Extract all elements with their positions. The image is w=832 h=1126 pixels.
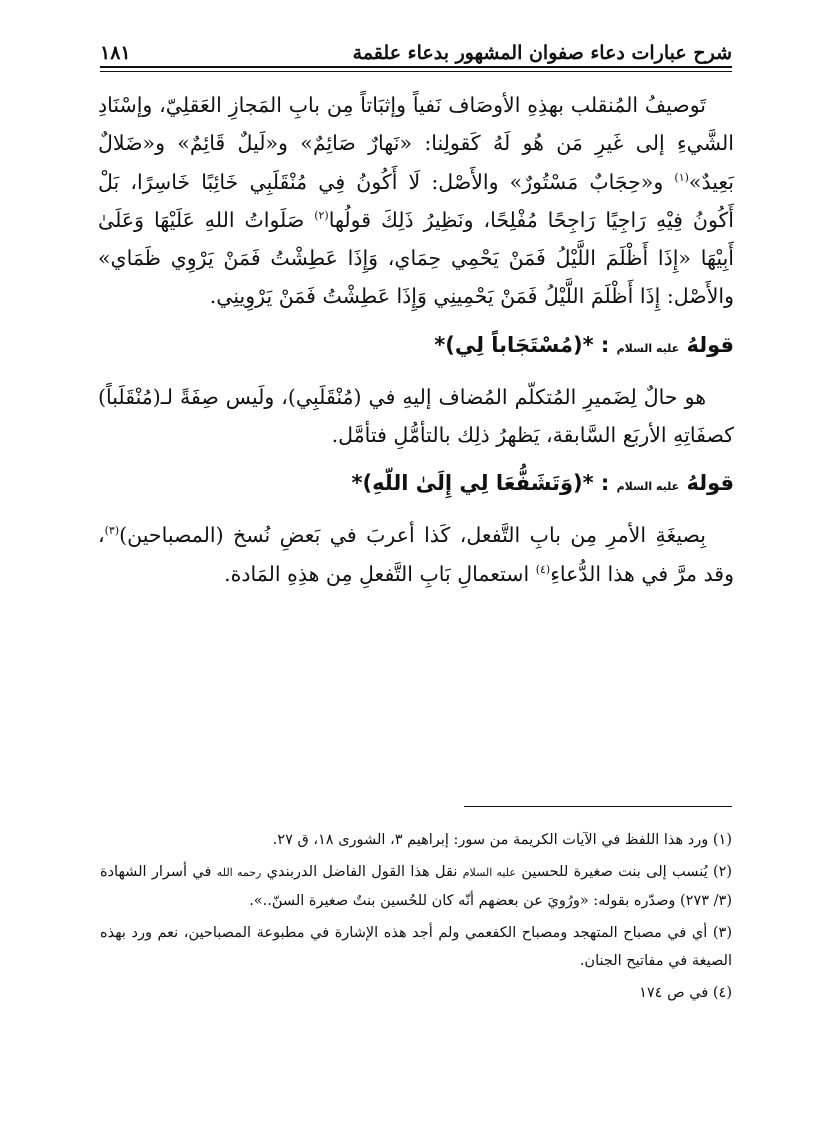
footnote-ref-3[interactable]: (٣) (104, 524, 120, 538)
honorific-icon: عليه السلام (616, 480, 680, 494)
footnote-2: (٢) يُنسب إلى بنت صغيرة للحسين عليه السلام نقل هذا القول الفاضل الدربندي رحمه الله في أسرار الشهادة (٣/ ٢٧٣) وصدّره بقوله: «ورُويَ عن بعضهم أنّه كان للحُسين بنتٌ صغيرة السنّ..». (100, 864, 733, 909)
header-rule-thick (100, 66, 732, 68)
paragraph-3: بِصيغَةِ الأمرِ مِن بابِ التَّفعل، كَذا أعربَ في بَعضِ نُسخ (المصباحين)$^{(٣)}$، وقد مرَّ في هذا الدُّعاءِ$^{(٤)}$ استعمالِ بَابِ التَّفعلِ مِن هذِهِ المَادة. (98, 523, 734, 586)
section-heading-1: قولهُ عليه السلام : *(مُسْتَجَاباً لِي)* (434, 332, 734, 357)
honorific-icon: عليه السلام (462, 866, 516, 879)
main-text (98, 86, 734, 593)
paragraph-1: تَوصيفُ المُنقلب بهذِهِ الأوصَاف نَفياً وإثبَاتاً مِن بابِ المَجازِ العَقلِيّ، وإسْنَادِ الشَّيءِ إلى غَيرِ مَن هُو لَهُ كَقولِنا: «نَهارٌ صَائِمٌ» و«لَيلٌ قَائِمٌ» و«ضَلالٌ بَعِيدٌ»$^{(١)}$ و«حِجَابٌ مَسْتُورٌ» والأَصْل: لَا أَكُونُ فِي مُنْقَلَبِي خَائِبًا خَاسِرًا، بَلْ أَكُونُ فِيْهِ رَاجِيًا رَاجِحًا مُفْلِحًا، ونَظِيرُ ذَلِكَ قولُها$^{(٢)}$ صَلَواتُ اللهِ عَلَيْهَا وَعَلَىٰ أَبِيْهَا «إِذَا أَظْلَمَ اللَّيْلُ فَمَنْ يَحْمِي حِمَاي، وَإِذَا عَطِشْتُ فَمَنْ يَرْوِي ظَمَاي» والأَصْل: إِذَا أَظْلَمَ اللَّيْلُ فَمَنْ يَحْمِينِي وَإِذَا عَطِشْتُ فَمَنْ يَرْوِينِي. (98, 93, 735, 309)
footnote-4: (٤) في ص ١٧٤ (639, 985, 732, 1001)
footnote-ref-2[interactable]: (٢) (314, 209, 329, 223)
page-number: ١٨١ (100, 42, 131, 64)
footnote-separator (464, 806, 732, 807)
header-rule-thin (100, 71, 732, 72)
honorific-icon: رحمه الله (216, 866, 262, 879)
footnote-1: (١) ورد هذا اللفظ في الآيات الكريمة من سور: إبراهيم ٣، الشورى ١٨، ق ٢٧. (272, 832, 732, 848)
footnote-ref-1[interactable]: (١) (674, 170, 689, 184)
header-title: شرح عبارات دعاء صفوان المشهور بدعاء علقمة (352, 42, 732, 64)
footnote-3: (٣) أي في مصباح المتهجد ومصباح الكفعمي ولم أجد هذه الإشارة في مطبوعة المصباحين، نعم ورد بهذه الصيغة في مفاتيح الجنان. (100, 925, 732, 969)
running-header (100, 28, 732, 64)
paragraph-2: هو حالٌ لِضَميرِ المُتكلّم المُضاف إليهِ في (مُنْقَلَبِي)، ولَيس صِفَةً لـ(مُنْقَلَباً) كصفَاتِهِ الأربَع السَّابقة، يَظهرُ ذلِك بالتأمُّلِ فتأمَّل. (98, 384, 734, 448)
footnote-ref-4[interactable]: (٤) (535, 562, 551, 576)
footnotes (100, 826, 732, 1011)
honorific-icon: عليه السلام (616, 341, 680, 355)
section-heading-2: قولهُ عليه السلام : *(وَتَشَفُّعَا لِي إِلَىٰ اللّهِ)* (351, 471, 734, 496)
